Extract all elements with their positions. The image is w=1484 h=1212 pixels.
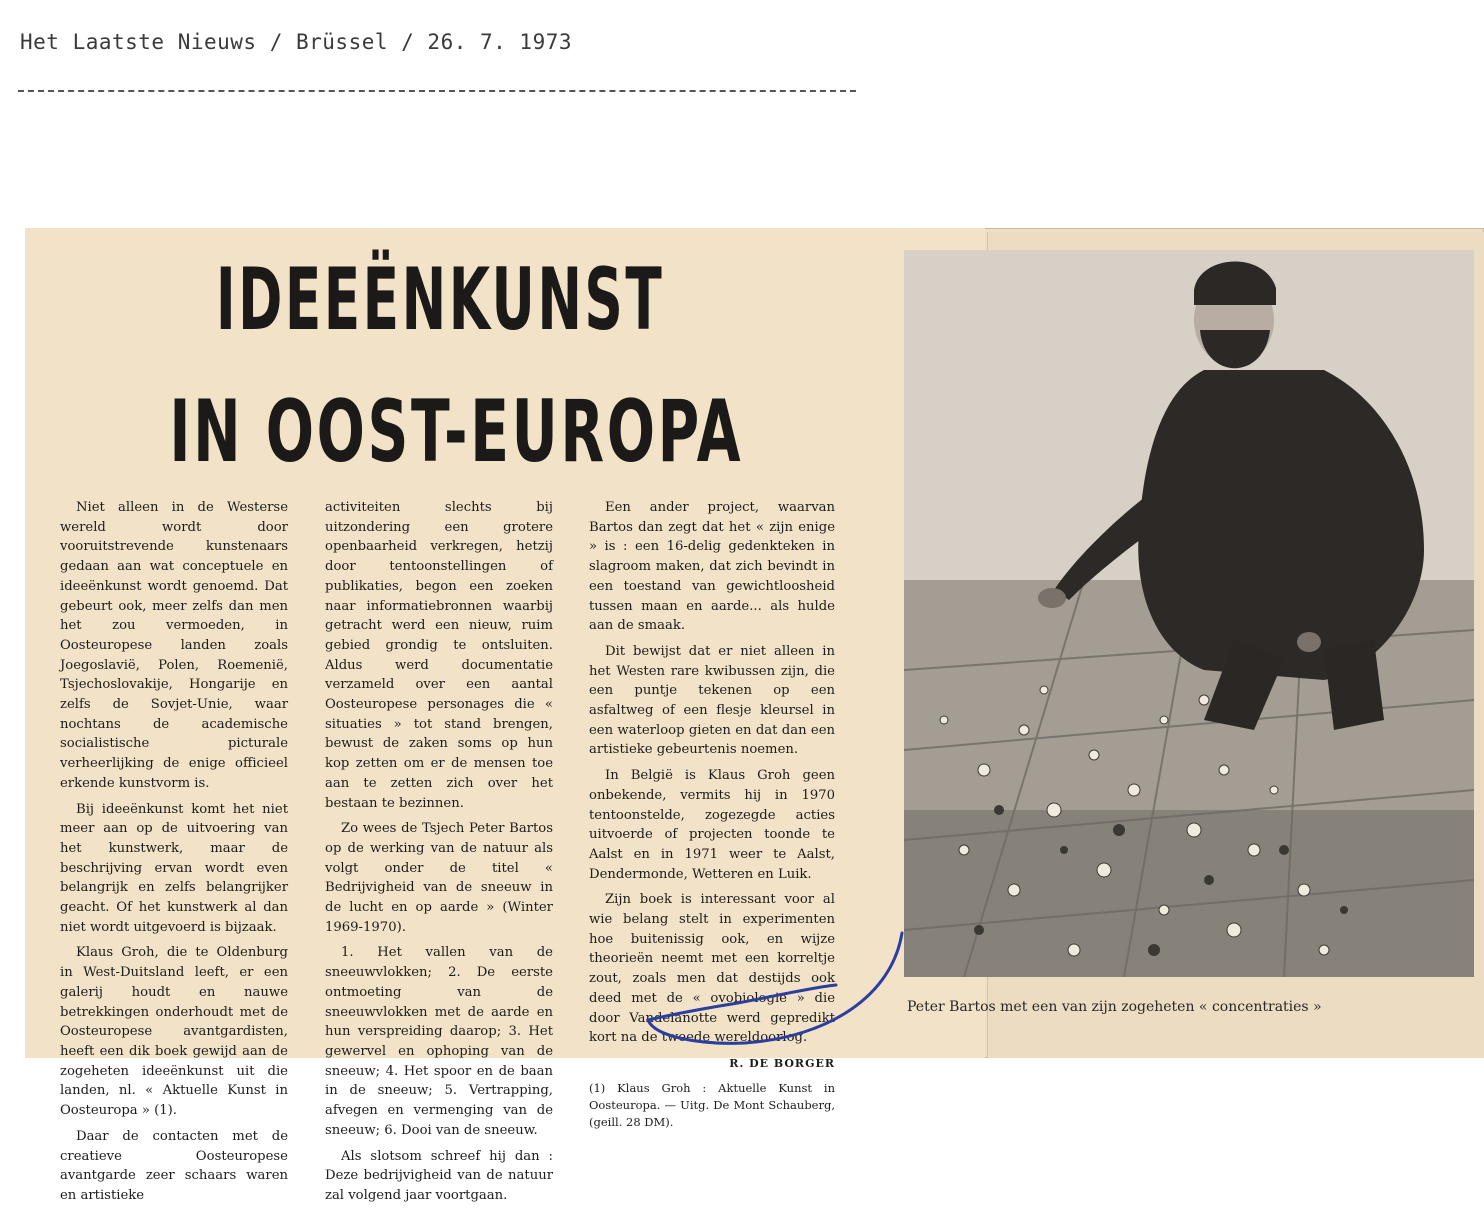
article-column-2 bbox=[325, 498, 553, 1212]
photo-caption: Peter Bartos met een van zijn zogeheten « concentraties » bbox=[907, 999, 1322, 1015]
paragraph: Zijn boek is interessant voor al wie belang stelt in experimenten hoe buitenissig ook, en wijze theorieën neemt met een korreltje zout, zoals men dat destijds ook deed met de « ovobiologie » die door Vandelanotte werd gepredikt kort na de tweede wereldoorlog. bbox=[589, 892, 835, 1046]
pen-mark-scribble bbox=[640, 925, 920, 1055]
author-signature: R. DE BORGER bbox=[729, 1056, 835, 1070]
paragraph: 1. Het vallen van de sneeuwvlokken; 2. De eerste ontmoeting van de sneeuwvlokken met de aarde en hun verspreiding daarop; 3. Het gewervel en ophoping van de sneeuw; 4. Het spoor en de baan in de sneeuw; 5. Vertrapping, afvegen en vermenging van de sneeuw; 6. Dooi van de sneeuw. bbox=[325, 945, 553, 1138]
paragraph: Klaus Groh, die te Oldenburg in West-Duitsland leeft, er een galerij houdt en nauwe betrekkingen onderhoudt met de Oosteuropese avantgardisten, heeft een dik boek gewijd aan de zogeheten ideeënkunst uit die landen, nl. « Aktuelle Kunst in Oosteuropa » (1). bbox=[60, 945, 288, 1119]
paragraph: In België is Klaus Groh geen onbekende, vermits hij in 1970 tentoonstelde, zogezegde acties uitvoerde of projecten toonde te Aalst en in 1971 weer te Aalst, Dendermonde, Wetteren en Luik. bbox=[589, 768, 835, 882]
paragraph: activiteiten slechts bij uitzondering een grotere openbaarheid verkregen, hetzij door tentoonstellingen of publikaties, begon een zoeken naar informatiebronnen waarbij getracht werd een nieuw, ruim gebied grondig te ontsluiten. Aldus werd documentatie verzameld over een aantal Oosteuropese personages die « situaties » tot stand brengen, bewust de zaken soms op hun kop zetten om er de mensen toe aan te zetten zich over het bestaan te bezinnen. bbox=[325, 500, 553, 811]
artist-photograph bbox=[904, 250, 1474, 977]
paragraph: Bij ideeënkunst komt het niet meer aan op de uitvoering van het kunstwerk, maar de beschrijving ervan wordt even belangrijk en zelfs belangrijker geacht. Of het kunstwerk al dan niet wordt uitgevoerd is bijzaak. bbox=[60, 801, 288, 935]
footnote: (1) Klaus Groh : Aktuelle Kunst in Oosteuropa. — Uitg. De Mont Schauberg, (geill. 28 DM). bbox=[589, 1080, 835, 1129]
paragraph: Dit bewijst dat er niet alleen in het Westen rare kwibussen zijn, die een puntje tekenen op een asfaltweg of een flesje kleursel in een waterloop gieten en dat dan een artistieke gebeurtenis noemen. bbox=[589, 643, 835, 758]
archive-source-label: Het Laatste Nieuws / Brüssel / 26. 7. 1973 bbox=[20, 30, 573, 54]
paragraph: Zo wees de Tsjech Peter Bartos op de werking van de natuur als volgt onder de titel « Bedrijvigheid van de sneeuw in de lucht en op aarde » (Winter 1969-1970). bbox=[325, 821, 553, 935]
headline-line-1: IDEEËNKUNST bbox=[215, 250, 665, 350]
headline-line-2: IN OOST-EUROPA bbox=[169, 382, 744, 482]
article-column-1 bbox=[60, 498, 288, 1212]
paragraph: Als slotsom schreef hij dan : Deze bedrijvigheid van de natuur zal volgend jaar voortgaan. bbox=[325, 1148, 553, 1203]
paragraph: Een ander project, waarvan Bartos dan zegt dat het « zijn enige » is : een 16-delig gedenkteken in slagroom maken, dat zich bevindt in een toestand van gewichtloosheid tussen maan en aarde... als hulde aan de smaak. bbox=[589, 500, 835, 634]
paragraph: Daar de contacten met de creatieve Oosteuropese avantgarde zeer schaars waren en artistieke bbox=[60, 1128, 288, 1203]
paragraph: Niet alleen in de Westerse wereld wordt door vooruitstrevende kunstenaars gedaan aan wat conceptuele en ideeënkunst wordt genoemd. Dat gebeurt ook, meer zelfs dan men het zou vermoeden, in Oosteuropese landen zoals Joegoslavië, Polen, Roemenië, Tsjechoslovakije, Hongarije en zelfs de Sovjet-Unie, waar nochtans de academische socialistische picturale verheerlijking de enige officieel erkende kunstvorm is. bbox=[60, 500, 288, 791]
typed-divider-line bbox=[18, 90, 856, 92]
photo-illustration bbox=[904, 250, 1474, 977]
